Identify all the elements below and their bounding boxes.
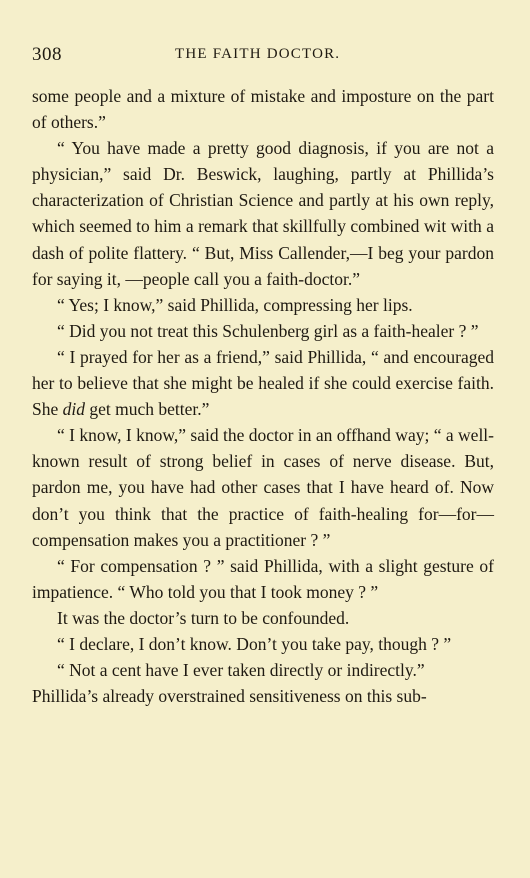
paragraph: some people and a mixture of mistake and imposture on the part of others.” bbox=[32, 86, 494, 133]
paragraph: “ I know, I know,” said the doctor in an offhand way; “ a well-known result of strong belief in cases of nerve disease. But, pardon me, you have had other cases that I have heard of. Now don’t you think that the practice of faith-healing for—for—compensation makes you a practitioner ? ” bbox=[32, 425, 494, 550]
paragraph: “ I declare, I don’t know. Don’t you take pay, though ? ” bbox=[57, 633, 452, 654]
running-head: THE FAITH DOCTOR. bbox=[175, 46, 341, 62]
paragraph: “ Yes; I know,” said Phillida, compressing her lips. bbox=[57, 294, 413, 315]
page-number: 308 bbox=[32, 44, 62, 65]
paragraph-text: “ I prayed for her as a friend,” said Phillida, “ and encouraged her to believe that she might be healed if she could exercise faith. She bbox=[32, 346, 494, 420]
body-text bbox=[32, 83, 494, 709]
paragraph: “ Not a cent have I ever taken directly or indirectly.” bbox=[57, 660, 425, 681]
paragraph: It was the doctor’s turn to be confounded. bbox=[57, 607, 350, 628]
emphasis-text: did bbox=[62, 399, 85, 420]
paragraph: Phillida’s already overstrained sensitiveness on this sub- bbox=[32, 686, 427, 707]
paragraph: “ Did you not treat this Schulenberg girl as a faith-healer ? ” bbox=[57, 320, 479, 341]
paragraph bbox=[32, 344, 494, 422]
paragraph: “ For compensation ? ” said Phillida, with a slight gesture of impatience. “ Who told you that I took money ? ” bbox=[32, 555, 494, 602]
page-header bbox=[32, 44, 494, 68]
paragraph: “ You have made a pretty good diagnosis, if you are not a physician,” said Dr. Beswick, laughing, partly at Phillida’s characterization of Christian Science and partly at his own reply, which seemed to him a remark that skillfully combined wit with a dash of polite flattery. “ But, Miss Callender,—I beg your pardon for saying it, —people call you a faith-doctor.” bbox=[32, 138, 494, 289]
paragraph-text: get much better.” bbox=[85, 399, 210, 420]
